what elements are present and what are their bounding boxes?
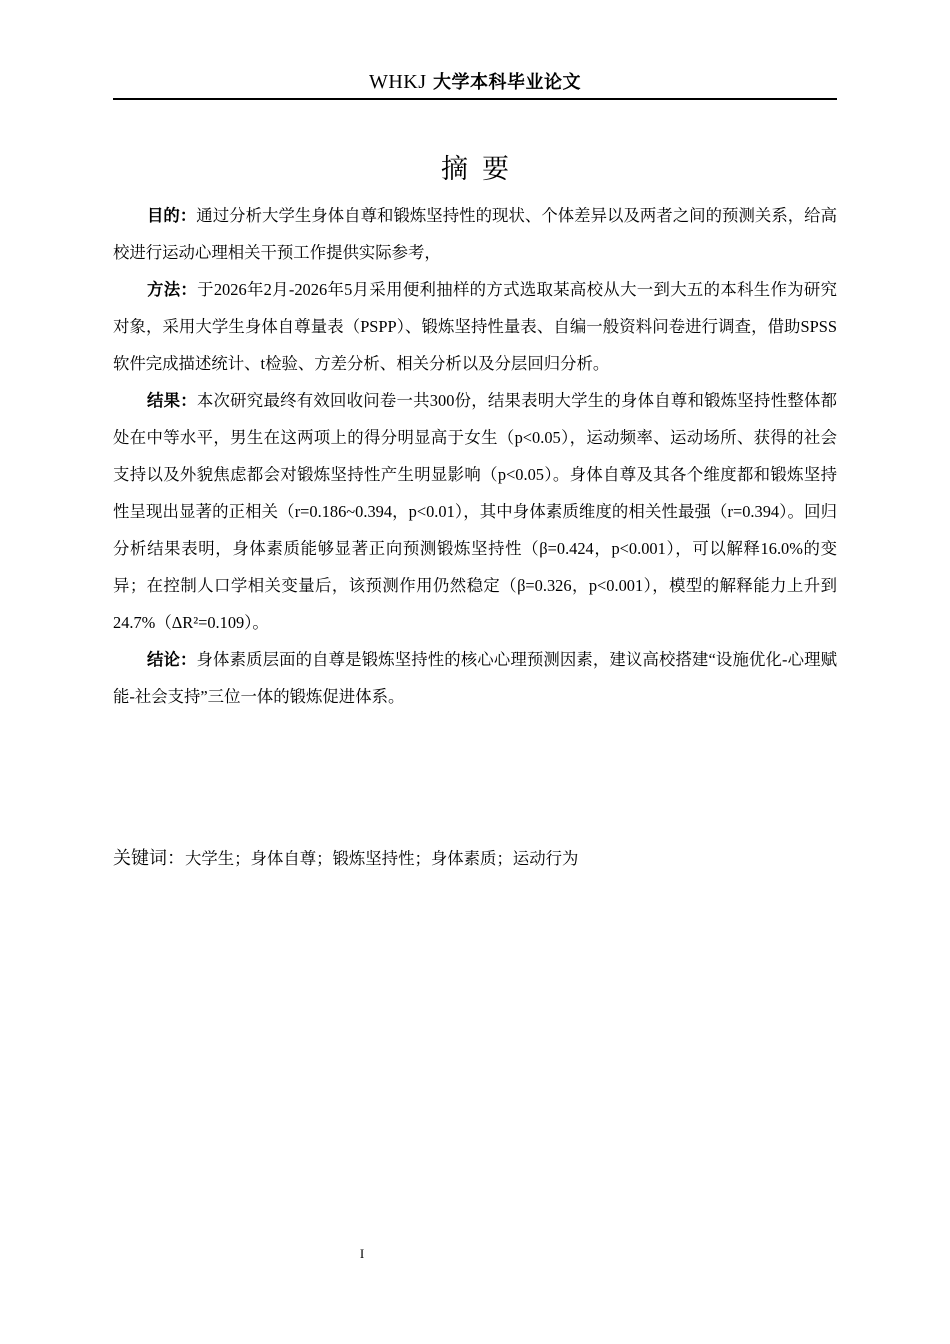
results-label: 结果： [147, 391, 197, 410]
abstract-methods [113, 271, 837, 382]
header-rule [113, 98, 837, 100]
results-text: 本次研究最终有效回收问卷一共300份，结果表明大学生的身体自尊和锻炼坚持性整体都处在中等水平，男生在这两项上的得分明显高于女生（p<0.05），运动频率、运动场所、获得的社会支持以及外貌焦虑都会对锻炼坚持性产生明显影响（p<0.05）。身体自尊及其各个维度都和锻炼坚持性呈现出显著的正相关（r=0.186~0.394，p<0.01），其中身体素质维度的相关性最强（r=0.394）。回归分析结果表明，身体素质能够显著正向预测锻炼坚持性（β=0.424，p<0.001），可以解释16.0%的变异；在控制人口学相关变量后，该预测作用仍然稳定（β=0.326，p<0.001），模型的解释能力上升到24.7%（ΔR²=0.109）。 [113, 391, 837, 632]
conclusion-label: 结论： [147, 650, 197, 669]
objective-label: 目的： [147, 206, 197, 225]
page-number: I [359, 1246, 365, 1261]
abstract-results [113, 382, 837, 641]
abstract-body [113, 197, 837, 715]
objective-text: 通过分析大学生身体自尊和锻炼坚持性的现状、个体差异以及两者之间的预测关系，给高校进行运动心理相关干预工作提供实际参考， [113, 206, 838, 262]
running-header [113, 68, 837, 98]
abstract-title: 摘要 [441, 154, 523, 185]
conclusion-text: 身体素质层面的自尊是锻炼坚持性的核心心理预测因素，建议高校搭建“设施优化-心理赋能-社会支持”三位一体的锻炼促进体系。 [113, 650, 837, 706]
keywords-text: 大学生；身体自尊；锻炼坚持性；身体素质；运动行为 [185, 849, 579, 868]
abstract-conclusion [113, 641, 837, 715]
header-institution-code: WHKJ [368, 71, 427, 93]
header-thesis-label: 大学本科毕业论文 [433, 72, 582, 93]
keywords [113, 840, 837, 877]
abstract-objective [113, 197, 837, 271]
keywords-label: 关键词： [113, 848, 185, 869]
methods-text: 于2026年2月-2026年5月采用便利抽样的方式选取某高校从大一到大五的本科生作为研究对象，采用大学生身体自尊量表（PSPP）、锻炼坚持性量表、自编一般资料问卷进行调查，借助SPSS软件完成描述统计、t检验、方差分析、相关分析以及分层回归分析。 [113, 280, 837, 373]
methods-label: 方法： [147, 280, 198, 299]
